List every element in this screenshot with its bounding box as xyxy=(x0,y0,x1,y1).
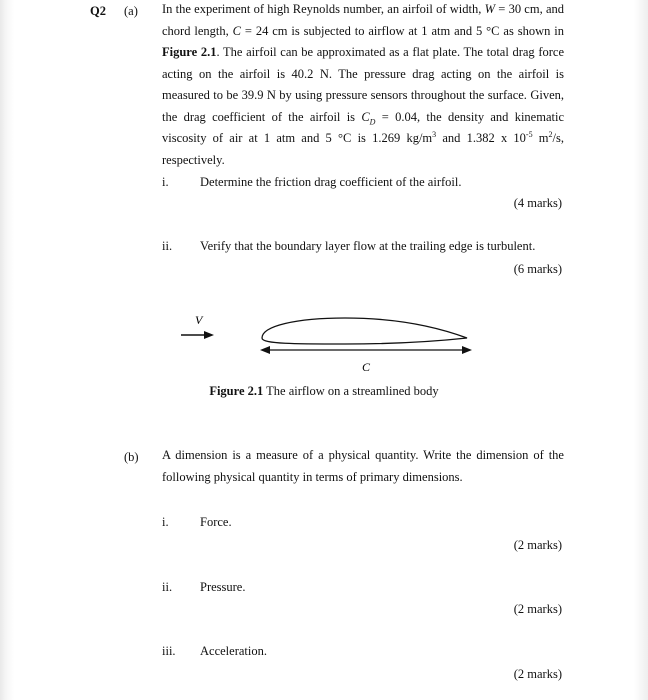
chord-arrow-left-icon xyxy=(260,346,270,354)
item-b-i-marks: (2 marks) xyxy=(513,538,562,552)
airfoil-shape xyxy=(262,318,467,344)
figure-reference: Figure 2.1 xyxy=(162,45,217,59)
part-a-label: (a) xyxy=(124,4,138,18)
item-b-ii-number: ii. xyxy=(162,580,173,594)
item-a-i-number: i. xyxy=(162,175,169,189)
figure-2-1 xyxy=(0,300,648,380)
item-a-i-marks: (4 marks) xyxy=(513,196,562,210)
item-b-ii-text: Pressure. xyxy=(200,580,246,594)
question-number: Q2 xyxy=(90,4,106,18)
item-b-iii-text: Acceleration. xyxy=(200,644,267,658)
item-a-ii-number: ii. xyxy=(162,239,173,253)
item-b-iii-marks: (2 marks) xyxy=(513,667,562,681)
figure-caption: Figure 2.1 The airflow on a streamlined body xyxy=(209,384,439,398)
part-b-paragraph: A dimension is a measure of a physical quantity. Write the dimension of the following physical quantity in terms of primary dimensions. xyxy=(162,448,564,484)
part-b-label: (b) xyxy=(124,450,139,464)
velocity-label: V xyxy=(195,313,203,327)
part-a-paragraph: In the experiment of high Reynolds number, an airfoil of width, W = 30 cm, and chord length, C = 24 cm is subjected to airflow at 1 atm and 5 °C as shown in Figure 2.1. The airfoil can be approximated as a flat plate. The total drag force acting on the airfoil is 40.2 N. The pressure drag acting on the airfoil is measured to be 39.9 N by using pressure sensors throughout the surface. Given, the drag coefficient of the airfoil is $C_D = 0.04$, the density and kinematic viscosity of air at 1 atm and 5 °C is 1.269 $kg/m^3$ and 1.382 x $10^{-5}$ $m^2/s$, respectively. xyxy=(162,2,564,167)
item-a-i-text: Determine the friction drag coefficient of the airfoil. xyxy=(200,175,462,189)
item-b-ii-marks: (2 marks) xyxy=(513,602,562,616)
item-a-ii-marks: (6 marks) xyxy=(513,262,562,276)
item-b-i-number: i. xyxy=(162,515,169,529)
item-b-i-text: Force. xyxy=(200,515,232,529)
item-b-iii-number: iii. xyxy=(162,644,176,658)
chord-arrow-right-icon xyxy=(462,346,472,354)
item-a-ii-text: Verify that the boundary layer flow at the trailing edge is turbulent. xyxy=(200,239,536,253)
airfoil-figure xyxy=(0,300,648,380)
chord-label: C xyxy=(362,360,371,374)
velocity-arrow-icon xyxy=(204,331,214,339)
